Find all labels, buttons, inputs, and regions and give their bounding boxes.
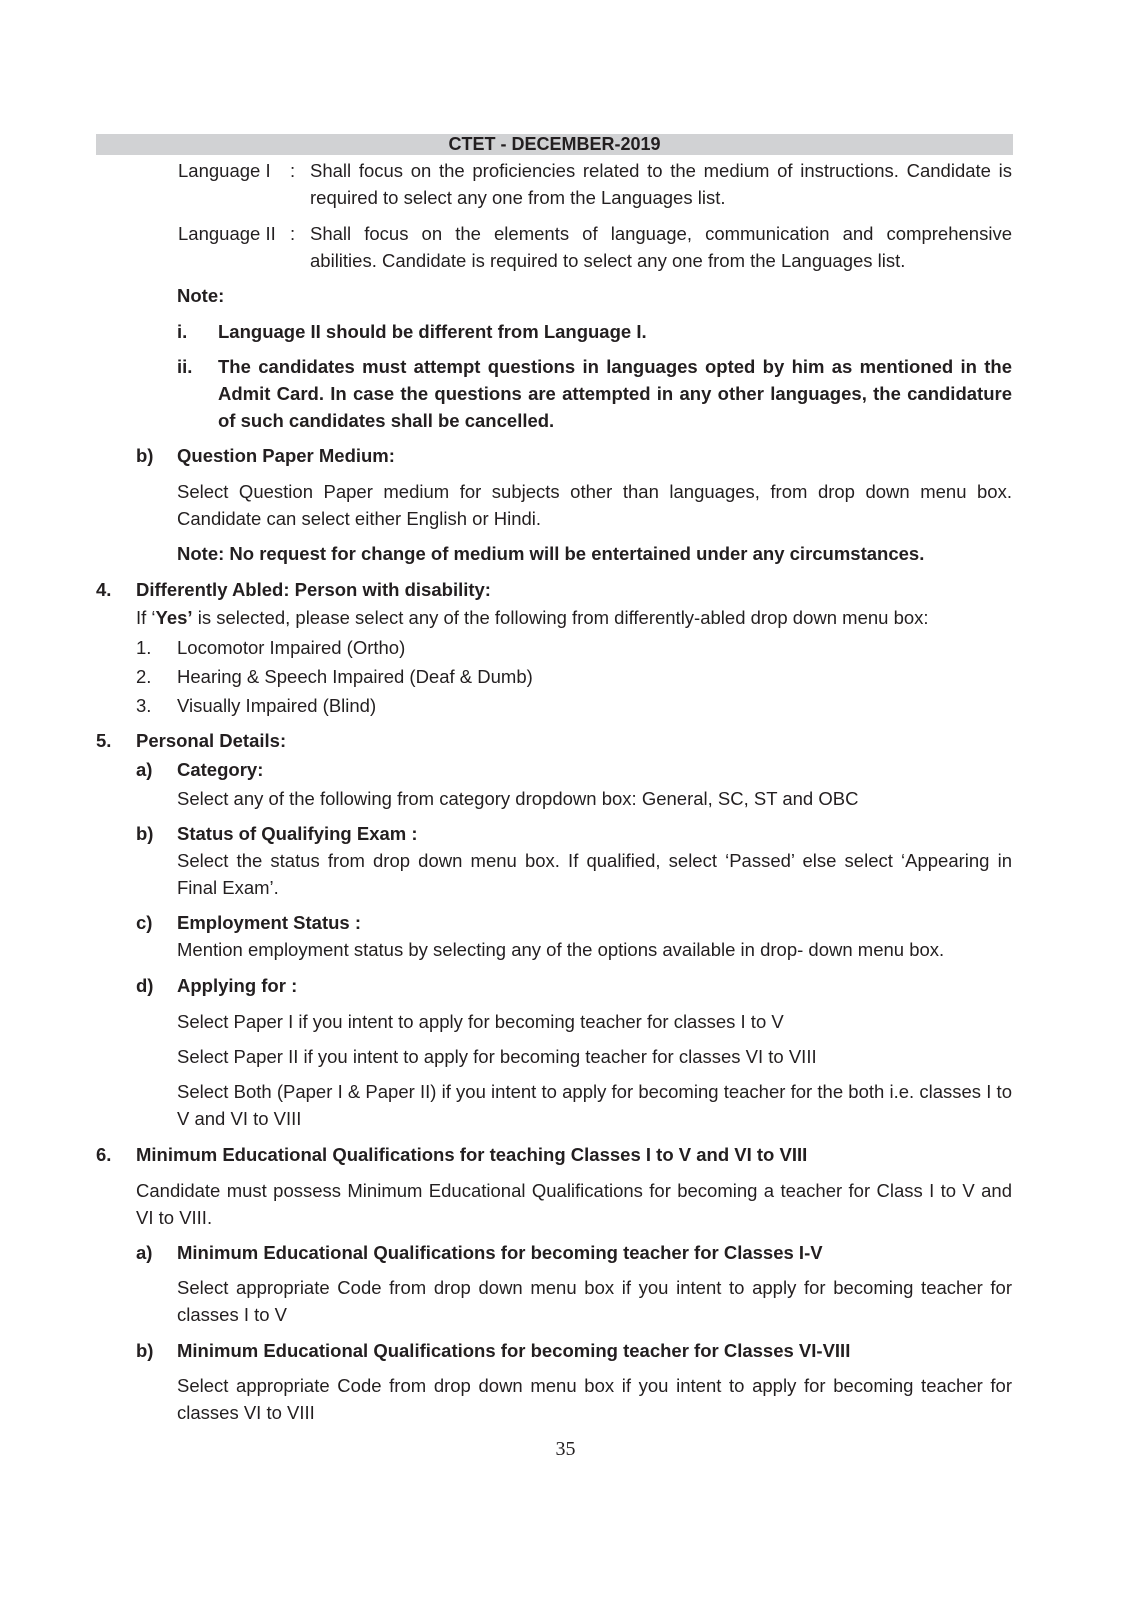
language-2-colon: : — [290, 223, 296, 244]
applying-for-heading: Applying for : — [177, 975, 298, 996]
list-item: Visually Impaired (Blind) — [177, 695, 377, 716]
qualification-6-8-description: Select appropriate Code from drop down menu box if you intent to apply for becoming teacher for classes VI to VIII — [177, 1375, 1012, 1423]
list-item-number: 2. — [136, 666, 152, 687]
section-5-heading: Personal Details: — [136, 730, 287, 751]
category-letter: a) — [136, 759, 153, 780]
employment-status-heading: Employment Status : — [177, 912, 361, 933]
qualification-1-5-heading: Minimum Educational Qualifications for becoming teacher for Classes I-V — [177, 1242, 823, 1263]
page-number: 35 — [555, 1438, 576, 1460]
note-item-text: The candidates must attempt questions in languages opted by him as mentioned in the Admit Card. In case the questions are attempted in any other languages, the candidature of such candidates shall be cancelled. — [218, 356, 1012, 431]
list-item-number: 1. — [136, 637, 152, 658]
list-item: Hearing & Speech Impaired (Deaf & Dumb) — [177, 666, 533, 687]
list-item-number: 3. — [136, 695, 152, 716]
section-4-intro: If ‘Yes’ is selected, please select any of the following from differently-abled drop down menu box: — [136, 607, 929, 628]
note-item-text: Language II should be different from Language I. — [218, 321, 647, 342]
page-header-title: CTET - DECEMBER-2019 — [96, 134, 1013, 155]
note-item-number: i. — [177, 321, 188, 342]
qualification-6-8-heading: Minimum Educational Qualifications for becoming teacher for Classes VI-VIII — [177, 1340, 851, 1361]
language-2-description: Shall focus on the elements of language, communication and comprehensive abilities. Candidate is required to select any one from the Languages list. — [310, 223, 1012, 271]
qp-medium-letter: b) — [136, 445, 154, 466]
note-item-number: ii. — [177, 356, 193, 377]
section-6-number: 6. — [96, 1144, 112, 1165]
qualification-1-5-letter: a) — [136, 1242, 153, 1263]
applying-for-paper-1: Select Paper I if you intent to apply for becoming teacher for classes I to V — [177, 1011, 784, 1032]
section-4-heading: Differently Abled: Person with disability: — [136, 579, 491, 600]
note-heading: Note: — [177, 285, 225, 306]
qualification-1-5-description: Select appropriate Code from drop down menu box if you intent to apply for becoming teacher for classes I to V — [177, 1277, 1012, 1325]
applying-for-letter: d) — [136, 975, 154, 996]
employment-status-description: Mention employment status by selecting any of the options available in drop- down menu box. — [177, 939, 945, 960]
section-6-heading: Minimum Educational Qualifications for teaching Classes I to V and VI to VIII — [136, 1144, 808, 1165]
language-1-description: Shall focus on the proficiencies related to the medium of instructions. Candidate is required to select any one from the Languages list. — [310, 160, 1012, 208]
applying-for-both: Select Both (Paper I & Paper II) if you intent to apply for becoming teacher for the both i.e. classes I to V and VI to VIII — [177, 1081, 1012, 1129]
category-heading: Category: — [177, 759, 264, 780]
section-5-number: 5. — [96, 730, 112, 751]
language-1-label: Language I — [178, 160, 271, 181]
qualifying-exam-letter: b) — [136, 823, 154, 844]
category-description: Select any of the following from category dropdown box: General, SC, ST and OBC — [177, 788, 859, 809]
language-1-colon: : — [290, 160, 296, 181]
qp-medium-description: Select Question Paper medium for subjects other than languages, from drop down menu box. Candidate can select either English or Hindi. — [177, 481, 1012, 529]
qp-medium-heading: Question Paper Medium: — [177, 445, 395, 466]
section-6-intro: Candidate must possess Minimum Educational Qualifications for becoming a teacher for Class I to V and VI to VIII. — [136, 1180, 1012, 1228]
qualifying-exam-heading: Status of Qualifying Exam : — [177, 823, 418, 844]
section-4-number: 4. — [96, 579, 112, 600]
applying-for-paper-2: Select Paper II if you intent to apply for becoming teacher for classes VI to VIII — [177, 1046, 817, 1067]
qualification-6-8-letter: b) — [136, 1340, 154, 1361]
qualifying-exam-description: Select the status from drop down menu box. If qualified, select ‘Passed’ else select ‘Appearing in Final Exam’. — [177, 850, 1012, 898]
qp-medium-note: Note: No request for change of medium will be entertained under any circumstances. — [177, 543, 925, 564]
employment-status-letter: c) — [136, 912, 153, 933]
list-item: Locomotor Impaired (Ortho) — [177, 637, 406, 658]
language-2-label: Language II — [178, 223, 276, 244]
